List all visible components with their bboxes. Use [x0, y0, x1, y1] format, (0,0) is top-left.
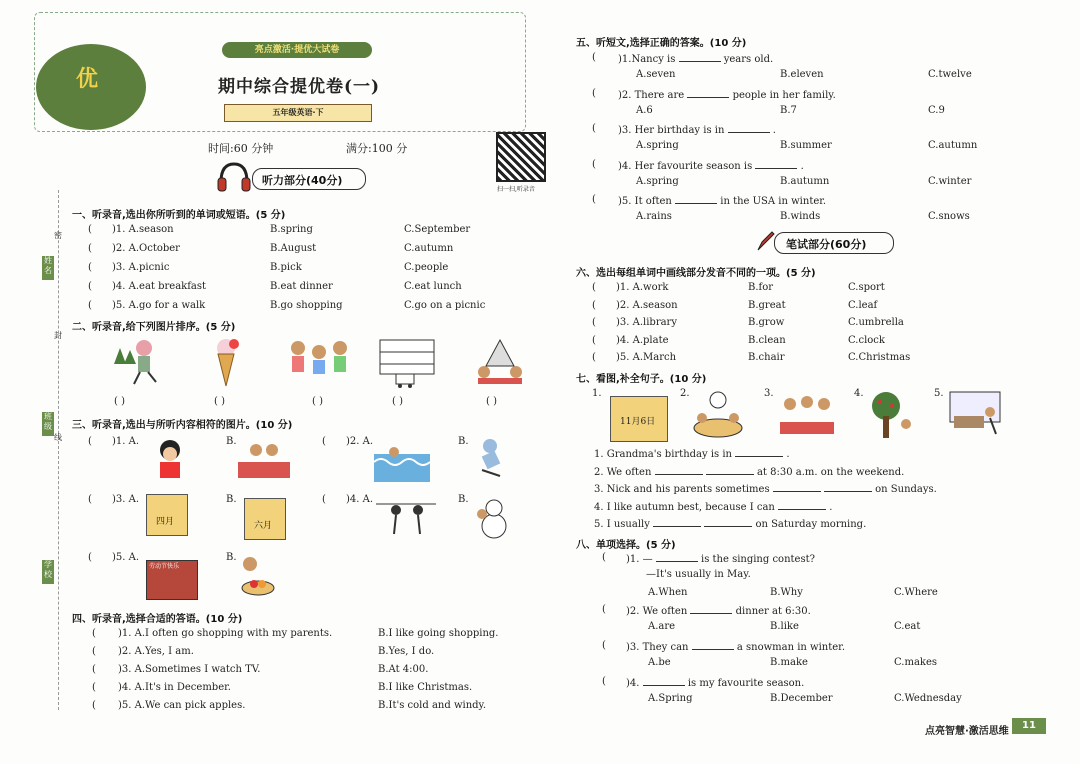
s6-option-b: B.great — [748, 299, 786, 311]
picture-ice-skating — [472, 436, 512, 480]
picture-dancing — [374, 494, 438, 538]
s6-option-c: C.clock — [848, 334, 885, 346]
s4-option-b: B.At 4:00. — [378, 664, 429, 675]
s4-option-a: )3. A.Sometimes I watch TV. — [118, 664, 261, 675]
s8-question-text: )4. — [626, 678, 640, 689]
s4-option-b: B.I like Christmas. — [378, 682, 473, 693]
score-label: 满分:100 分 — [346, 142, 408, 155]
picture-fruit-plate — [236, 552, 276, 598]
s8-option-b: B.Why — [770, 587, 803, 598]
s1-option-a: )5. A.go for a walk — [112, 300, 206, 311]
s1-option-a: )4. A.eat breakfast — [112, 281, 207, 292]
answer-paren[interactable]: ( — [88, 436, 92, 447]
s1-option-a: )1. A.season — [112, 224, 174, 235]
s6-option-b: B.for — [748, 282, 774, 293]
s8-question — [626, 640, 845, 653]
side-label-name: 姓名 — [42, 256, 54, 280]
section2-heading: 二、听录音,给下列图片排序。(5 分) — [72, 322, 236, 333]
section7-heading: 七、看图,补全句子。(10 分) — [576, 374, 707, 385]
answer-blank[interactable] — [773, 482, 821, 492]
answer-paren[interactable]: ( — [592, 87, 596, 99]
s8-option-c: C.makes — [894, 657, 938, 668]
s7-picture-apple-tree — [866, 390, 916, 440]
s7-sentence-end: . — [829, 501, 833, 513]
s1-option-c: C.go on a picnic — [404, 300, 486, 311]
s7-pic-num-2: 2. — [680, 388, 690, 399]
answer-blank[interactable] — [755, 159, 797, 169]
answer-paren[interactable]: ( — [592, 334, 596, 346]
s4-option-b: B.Yes, I do. — [378, 646, 435, 657]
s8-answer-line: —It's usually in May. — [646, 569, 751, 580]
s5-question — [618, 52, 773, 65]
banner: 亮点激活·提优大试卷 — [222, 42, 372, 58]
answer-paren[interactable]: ( — [92, 628, 96, 639]
answer-paren[interactable]: ( — [602, 640, 606, 651]
s7-sentence — [594, 447, 790, 460]
time-label: 时间:60 分钟 — [208, 142, 274, 155]
s6-option-c: C.leaf — [848, 299, 878, 311]
s5-option-c: C.winter — [928, 175, 972, 187]
section1-heading: 一、听录音,选出你所听到的单词或短语。(5 分) — [72, 210, 286, 221]
s8-question — [626, 676, 804, 689]
s1-option-b: B.August — [270, 243, 317, 254]
page-number: 11 — [1012, 718, 1046, 734]
answer-blank[interactable] — [735, 447, 783, 457]
s7-sentence-start: 4. I like autumn best, because I can — [594, 501, 775, 513]
s7-sentence-end: at 8:30 a.m. on the weekend. — [756, 466, 905, 478]
s6-option-c: C.umbrella — [848, 317, 904, 328]
answer-paren[interactable]: ( — [322, 436, 326, 447]
picture-supermarket — [378, 336, 436, 390]
answer-blank[interactable] — [679, 52, 721, 62]
s5-option-a: A.rains — [636, 211, 672, 222]
s8-question — [626, 604, 811, 617]
s1-option-a: )3. A.picnic — [112, 262, 170, 273]
answer-paren[interactable]: ( — [602, 604, 606, 615]
s5-option-b: B.eleven — [780, 69, 824, 80]
s3-option-label: )2. A. — [346, 436, 374, 447]
s5-option-b: B.summer — [780, 140, 832, 151]
side-mark-1: 密 — [54, 231, 62, 240]
s6-option-b: B.clean — [748, 334, 786, 346]
s8-option-a: A.When — [648, 587, 688, 598]
s7-pic-num-5: 5. — [934, 388, 944, 399]
s3-option-label: B. — [226, 494, 237, 505]
answer-blank[interactable] — [687, 88, 729, 98]
s7-sentence — [594, 517, 866, 530]
s1-option-c: C.September — [404, 224, 471, 235]
answer-paren[interactable]: ( — [88, 281, 92, 292]
footer-slogan: 点亮智慧·激活思维 — [925, 726, 1009, 737]
s4-option-a: )4. A.It's in December. — [118, 682, 231, 693]
picture-swimming — [374, 438, 430, 482]
s4-option-a: )1. A.I often go shopping with my parents. — [118, 628, 333, 639]
answer-blank[interactable] — [656, 552, 698, 562]
answer-paren[interactable]: ( — [592, 299, 596, 311]
answer-blank[interactable] — [824, 482, 872, 492]
answer-paren[interactable]: ( — [592, 52, 596, 63]
picture-snowman — [474, 496, 514, 540]
s5-question-tail: . — [772, 125, 776, 136]
s6-option-a: )3. A.library — [616, 317, 677, 328]
answer-paren[interactable]: ( — [592, 317, 596, 328]
answer-paren[interactable]: ( — [592, 158, 596, 170]
s6-option-a: )4. A.plate — [616, 334, 669, 346]
answer-paren[interactable]: ( — [92, 682, 96, 693]
answer-blank[interactable] — [655, 465, 703, 475]
s1-option-c: C.people — [404, 262, 449, 273]
s8-option-c: C.eat — [894, 621, 921, 632]
side-label-class: 班级 — [42, 412, 54, 436]
answer-paren[interactable]: ( ) — [214, 396, 225, 407]
s1-option-c: C.autumn — [404, 243, 454, 254]
binding-line — [58, 190, 59, 710]
answer-paren[interactable]: ( — [602, 552, 606, 563]
answer-blank[interactable] — [692, 640, 734, 650]
s3-option-label: B. — [458, 436, 469, 447]
s7-picture-cleaning-room — [948, 390, 1002, 438]
s3-option-label: B. — [226, 436, 237, 447]
answer-blank[interactable] — [643, 676, 685, 686]
answer-paren[interactable]: ( — [88, 224, 92, 235]
s7-calendar-text: 11月6日 — [620, 417, 656, 427]
answer-blank[interactable] — [706, 465, 754, 475]
section5-heading: 五、听短文,选择正确的答案。(10 分) — [576, 38, 747, 49]
s5-question-text: )3. Her birthday is in — [618, 125, 725, 136]
s7-pic-num-1: 1. — [592, 388, 602, 399]
s8-question-text: )2. We often — [626, 606, 688, 617]
s7-picture-breakfast — [690, 390, 746, 440]
answer-paren[interactable]: ( — [322, 494, 326, 505]
s3-option-label: B. — [226, 552, 237, 563]
s5-option-c: C.twelve — [928, 69, 972, 80]
s8-question-tail: dinner at 6:30. — [735, 606, 811, 617]
s8-question-tail: is the singing contest? — [701, 554, 815, 565]
s7-sentence — [594, 500, 832, 513]
s5-question-text: )4. Her favourite season is — [618, 160, 753, 172]
s1-option-b: B.go shopping — [270, 300, 343, 311]
s1-option-b: B.eat dinner — [270, 281, 333, 292]
s7-sentence-start: 5. I usually — [594, 519, 650, 530]
answer-paren[interactable]: ( — [92, 664, 96, 675]
s5-question — [618, 88, 836, 101]
s7-sentence-end: . — [786, 449, 790, 460]
s5-question — [618, 194, 826, 207]
s5-question — [618, 123, 776, 136]
answer-blank[interactable] — [675, 194, 717, 204]
pencil-icon — [756, 230, 776, 252]
picture-skating-girl — [110, 334, 164, 390]
answer-paren[interactable]: ( — [88, 243, 92, 254]
calendar-june-text: 六月 — [254, 521, 273, 531]
answer-paren[interactable]: ( — [592, 194, 596, 205]
s1-option-c: C.eat lunch — [404, 281, 462, 292]
s6-option-b: B.chair — [748, 352, 785, 363]
s5-question-tail: . — [800, 160, 804, 172]
s8-option-c: C.Where — [894, 587, 938, 598]
s7-sentence-end: on Saturday morning. — [755, 519, 867, 530]
s8-option-c: C.Wednesday — [894, 693, 962, 704]
section4-heading: 四、听录音,选择合适的答语。(10 分) — [72, 614, 243, 625]
s5-question — [618, 159, 804, 172]
s5-option-c: C.snows — [928, 211, 970, 222]
s7-sentence-end: on Sundays. — [875, 484, 937, 495]
answer-paren[interactable]: ( — [88, 262, 92, 273]
s5-question-tail: years old. — [723, 54, 774, 65]
answer-paren[interactable]: ( — [602, 676, 606, 687]
s5-option-a: A.spring — [636, 140, 679, 151]
s3-option-label: )5. A. — [112, 552, 140, 563]
answer-paren[interactable]: ( ) — [114, 396, 125, 407]
s5-option-c: C.9 — [928, 104, 945, 116]
section3-heading: 三、听录音,选出与所听内容相符的图片。(10 分) — [72, 420, 293, 431]
headphones-icon — [216, 160, 252, 194]
s7-sentence-start: 2. We often — [594, 466, 652, 478]
s5-option-c: C.autumn — [928, 140, 978, 151]
s4-option-a: )5. A.We can pick apples. — [118, 700, 246, 711]
s8-question-tail: a snowman in winter. — [736, 642, 846, 653]
s5-option-a: A.6 — [636, 104, 653, 116]
s4-option-a: )2. A.Yes, I am. — [118, 646, 194, 657]
labour-day-sign: 劳动节快乐 — [149, 563, 180, 570]
s8-option-a: A.be — [648, 657, 671, 668]
answer-paren[interactable]: ( ) — [392, 396, 403, 407]
s1-option-b: B.pick — [270, 262, 302, 273]
grade-subtitle: 五年级英语·下 — [224, 104, 372, 122]
answer-paren[interactable]: ( — [592, 282, 596, 293]
qr-code[interactable] — [496, 132, 546, 182]
answer-blank[interactable] — [704, 517, 752, 527]
side-mark-2: 封 — [54, 331, 62, 340]
answer-blank[interactable] — [728, 123, 770, 133]
section6-heading: 六、选出每组单词中画线部分发音不同的一项。(5 分) — [576, 268, 816, 279]
s3-option-label: B. — [458, 494, 469, 505]
s1-option-b: B.spring — [270, 224, 313, 235]
picture-kids-cooking — [236, 440, 292, 480]
writing-heading: 笔试部分(60分) — [786, 238, 867, 251]
picture-ice-cream — [208, 334, 248, 390]
picture-girl-singing — [150, 436, 190, 480]
s5-question-tail: people in her family. — [732, 89, 836, 101]
side-label-school: 学校 — [42, 560, 54, 584]
s6-option-a: )1. A.work — [616, 282, 669, 293]
s6-option-a: )2. A.season — [616, 299, 678, 311]
s6-option-c: C.Christmas — [848, 352, 911, 363]
s8-question-text: )3. They can — [626, 642, 689, 653]
s8-option-b: B.like — [770, 621, 799, 632]
s6-option-c: C.sport — [848, 282, 885, 293]
answer-paren[interactable]: ( — [88, 552, 92, 563]
s7-sentence — [594, 465, 904, 478]
s5-option-b: B.winds — [780, 211, 821, 222]
s4-option-b: B.It's cold and windy. — [378, 700, 487, 711]
s7-sentence-start: 3. Nick and his parents sometimes — [594, 484, 770, 495]
s4-option-b: B.I like going shopping. — [378, 628, 499, 639]
s5-option-b: B.autumn — [780, 175, 830, 187]
calendar-april-text: 四月 — [156, 517, 175, 527]
answer-paren[interactable]: ( — [88, 494, 92, 505]
s8-question — [626, 552, 815, 565]
answer-paren[interactable]: ( — [592, 123, 596, 134]
s5-question-text: )1.Nancy is — [618, 54, 676, 65]
s1-option-a: )2. A.October — [112, 243, 180, 254]
picture-picnic — [470, 336, 530, 390]
picture-family-jumping — [284, 334, 354, 390]
s5-question-tail: in the USA in winter. — [720, 196, 827, 207]
s8-option-b: B.make — [770, 657, 808, 668]
answer-blank[interactable] — [690, 604, 732, 614]
s3-option-label: )4. A. — [346, 494, 374, 505]
s8-question-text: )1. — — [626, 554, 653, 565]
page-title: 期中综合提优卷(一) — [218, 77, 381, 97]
answer-paren[interactable]: ( — [92, 700, 96, 711]
answer-blank[interactable] — [653, 517, 701, 527]
answer-paren[interactable]: ( — [88, 300, 92, 311]
s3-option-label: )1. A. — [112, 436, 140, 447]
side-mark-3: 线 — [54, 433, 62, 442]
answer-paren[interactable]: ( ) — [486, 396, 497, 407]
s7-sentence-start: 1. Grandma's birthday is in — [594, 449, 732, 460]
logo-char: 优 — [76, 67, 99, 92]
s8-option-b: B.December — [770, 693, 833, 704]
s7-pic-num-4: 4. — [854, 388, 864, 399]
s8-question-tail: is my favourite season. — [687, 678, 805, 689]
s8-option-a: A.Spring — [648, 693, 693, 704]
s5-question-text: )2. There are — [618, 89, 685, 101]
s6-option-a: )5. A.March — [616, 352, 677, 363]
s8-option-a: A.are — [648, 621, 676, 632]
s7-pic-num-3: 3. — [764, 388, 774, 399]
s5-option-b: B.7 — [780, 104, 797, 116]
s6-option-b: B.grow — [748, 317, 785, 328]
s3-option-label: )3. A. — [112, 494, 140, 505]
listening-heading: 听力部分(40分) — [262, 174, 343, 187]
s5-question-text: )5. It often — [618, 196, 672, 207]
answer-paren[interactable]: ( — [92, 646, 96, 657]
answer-paren[interactable]: ( — [592, 352, 596, 363]
s7-picture-family — [776, 392, 838, 438]
s5-option-a: A.spring — [636, 175, 679, 187]
s5-option-a: A.seven — [636, 69, 676, 80]
s7-sentence — [594, 482, 937, 495]
qr-caption: 扫一扫,听录音 — [497, 186, 535, 193]
section8-heading: 八、单项选择。(5 分) — [576, 540, 676, 551]
answer-blank[interactable] — [778, 500, 826, 510]
answer-paren[interactable]: ( ) — [312, 396, 323, 407]
